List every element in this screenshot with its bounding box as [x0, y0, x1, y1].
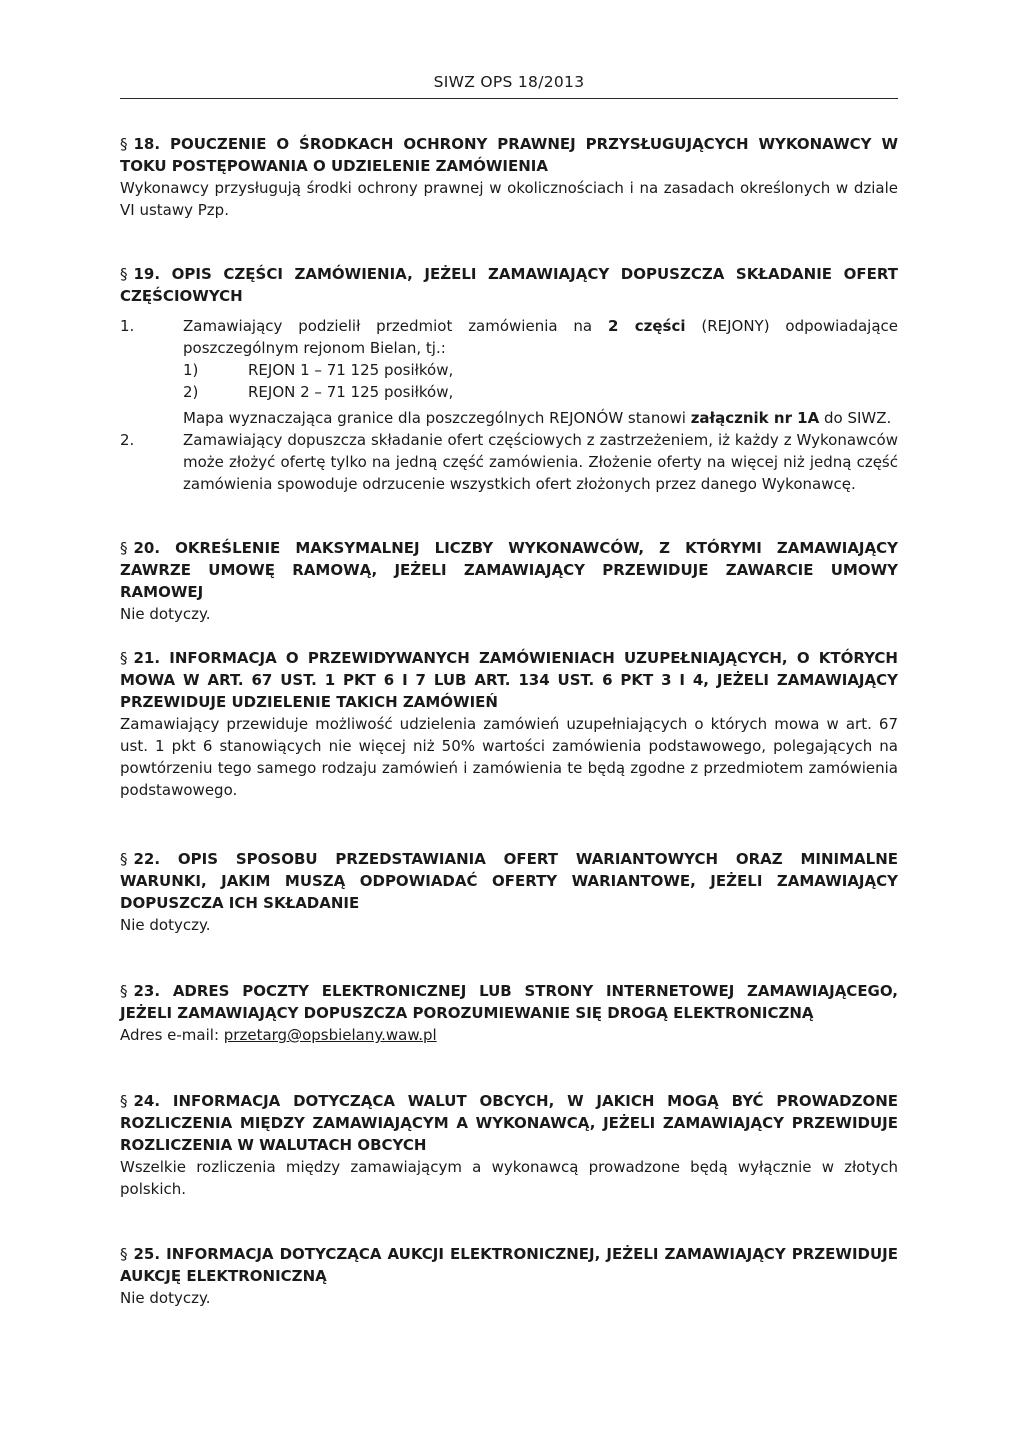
- section-19-item-1: [120, 315, 898, 429]
- subitem-text: REJON 2 – 71 125 posiłków,: [248, 383, 454, 401]
- item-number: 2.: [120, 431, 135, 449]
- section-sign: §: [120, 850, 128, 868]
- section-18-heading: [120, 133, 898, 177]
- section-sign: §: [120, 539, 128, 557]
- list-item: [183, 359, 898, 381]
- section-sign: §: [120, 649, 128, 667]
- rejon-list: [183, 359, 898, 403]
- section-21-heading: [120, 647, 898, 713]
- subitem-number: 2): [183, 383, 199, 401]
- map-text-a: Mapa wyznaczająca granice dla poszczególnych REJONÓW stanowi: [183, 409, 691, 427]
- section-20-heading: [120, 537, 898, 603]
- section-18-heading-text: 18. POUCZENIE O ŚRODKACH OCHRONY PRAWNEJ PRZYSŁUGUJĄCYCH WYKONAWCY W TOKU POSTĘPOWANIA O UDZIELENIE ZAMÓWIENIA: [120, 135, 898, 175]
- section-21-heading-text: 21. INFORMACJA O PRZEWIDYWANYCH ZAMÓWIENIACH UZUPEŁNIAJĄCYCH, O KTÓRYCH MOWA W ART. 67 UST. 1 PKT 6 I 7 LUB ART. 134 UST. 6 PKT 3 I 4, JEŻELI ZAMAWIAJĄCY PRZEWIDUJE UDZIELENIE TAKICH ZAMÓWIEŃ: [120, 649, 898, 711]
- section-sign: §: [120, 982, 128, 1000]
- item-1-text-b: (REJONY) odpowiadające poszczególnym rejonom Bielan, tj.:: [183, 317, 899, 357]
- subitem-number: 1): [183, 361, 199, 379]
- section-sign: §: [120, 265, 128, 283]
- section-sign: §: [120, 1092, 128, 1110]
- section-25-heading-text: 25. INFORMACJA DOTYCZĄCA AUKCJI ELEKTRONICZNEJ, JEŻELI ZAMAWIAJĄCY PRZEWIDUJE AUKCJĘ ELEKTRONICZNĄ: [120, 1245, 898, 1285]
- item-2-text: Zamawiający dopuszcza składanie ofert częściowych z zastrzeżeniem, iż każdy z Wykonawców może złożyć ofertę tylko na jedną część zamówienia. Złożenie oferty na więcej niż jedną część zamówienia spowoduje odrzucenie wszystkich ofert złożonych przez danego Wykonawcę.: [183, 431, 898, 493]
- email-label: Adres e-mail:: [120, 1026, 224, 1044]
- section-25: [120, 1243, 898, 1309]
- item-1-text: [183, 315, 898, 359]
- section-19-heading: [120, 263, 898, 307]
- section-21-body: Zamawiający przewiduje możliwość udzielenia zamówień uzupełniających o których mowa w art. 67 ust. 1 pkt 6 stanowiących nie więcej niż 50% wartości zamówienia podstawowego, polegających na powtórzeniu tego samego rodzaju zamówień i zamówienia te będą zgodne z przedmiotem zamówienia podstawowego.: [120, 715, 898, 799]
- header-rule: [120, 98, 898, 99]
- section-24-heading: [120, 1090, 898, 1156]
- section-22-heading-text: 22. OPIS SPOSOBU PRZEDSTAWIANIA OFERT WARIANTOWYCH ORAZ MINIMALNE WARUNKI, JAKIM MUSZĄ ODPOWIADAĆ OFERTY WARIANTOWE, JEŻELI ZAMAWIAJĄCY DOPUSZCZA ICH SKŁADANIE: [120, 850, 898, 912]
- section-25-body: Nie dotyczy.: [120, 1289, 211, 1307]
- section-23-body: [120, 1024, 898, 1046]
- section-sign: §: [120, 1245, 128, 1263]
- item-1-bold: 2 części: [607, 317, 686, 335]
- running-header: SIWZ OPS 18/2013: [433, 73, 585, 91]
- section-24-body: Wszelkie rozliczenia między zamawiającym a wykonawcą prowadzone będą wyłącznie w złotych polskich.: [120, 1158, 898, 1198]
- item-number: 1.: [120, 317, 135, 335]
- section-20-body: Nie dotyczy.: [120, 605, 211, 623]
- subitem-text: REJON 1 – 71 125 posiłków,: [248, 361, 454, 379]
- section-22: [120, 848, 898, 936]
- section-24: [120, 1090, 898, 1200]
- map-text-b: do SIWZ.: [819, 409, 892, 427]
- section-23-heading: [120, 980, 898, 1024]
- section-21: [120, 647, 898, 801]
- email-link[interactable]: przetarg@opsbielany.waw.pl: [223, 1026, 437, 1044]
- section-18: [120, 133, 898, 221]
- section-22-body: Nie dotyczy.: [120, 916, 211, 934]
- map-bold: załącznik nr 1A: [690, 409, 820, 427]
- section-23-heading-text: 23. ADRES POCZTY ELEKTRONICZNEJ LUB STRONY INTERNETOWEJ ZAMAWIAJĄCEGO, JEŻELI ZAMAWIAJĄCY DOPUSZCZA POROZUMIEWANIE SIĘ DROGĄ ELEKTRONICZNĄ: [120, 982, 898, 1022]
- section-22-heading: [120, 848, 898, 914]
- section-23: [120, 980, 898, 1046]
- section-19-heading-text: 19. OPIS CZĘŚCI ZAMÓWIENIA, JEŻELI ZAMAWIAJĄCY DOPUSZCZA SKŁADANIE OFERT CZĘŚCIOWYCH: [120, 265, 898, 305]
- section-20: [120, 537, 898, 625]
- list-item: [183, 381, 898, 403]
- section-25-heading: [120, 1243, 898, 1287]
- section-19-item-2: [120, 429, 898, 495]
- map-note: [183, 407, 898, 429]
- section-19: [120, 263, 898, 495]
- section-sign: §: [120, 135, 128, 153]
- section-18-body: Wykonawcy przysługują środki ochrony prawnej w okolicznościach i na zasadach określonych w dziale VI ustawy Pzp.: [120, 179, 898, 219]
- item-1-text-a: Zamawiający podzielił przedmiot zamówienia na: [183, 317, 608, 335]
- section-20-heading-text: 20. OKREŚLENIE MAKSYMALNEJ LICZBY WYKONAWCÓW, Z KTÓRYMI ZAMAWIAJĄCY ZAWRZE UMOWĘ RAMOWĄ, JEŻELI ZAMAWIAJĄCY PRZEWIDUJE ZAWARCIE UMOWY RAMOWEJ: [120, 539, 898, 601]
- section-24-heading-text: 24. INFORMACJA DOTYCZĄCA WALUT OBCYCH, W JAKICH MOGĄ BYĆ PROWADZONE ROZLICZENIA MIĘDZY ZAMAWIAJĄCYM A WYKONAWCĄ, JEŻELI ZAMAWIAJĄCY PRZEWIDUJE ROZLICZENIA W WALUTACH OBCYCH: [120, 1092, 898, 1154]
